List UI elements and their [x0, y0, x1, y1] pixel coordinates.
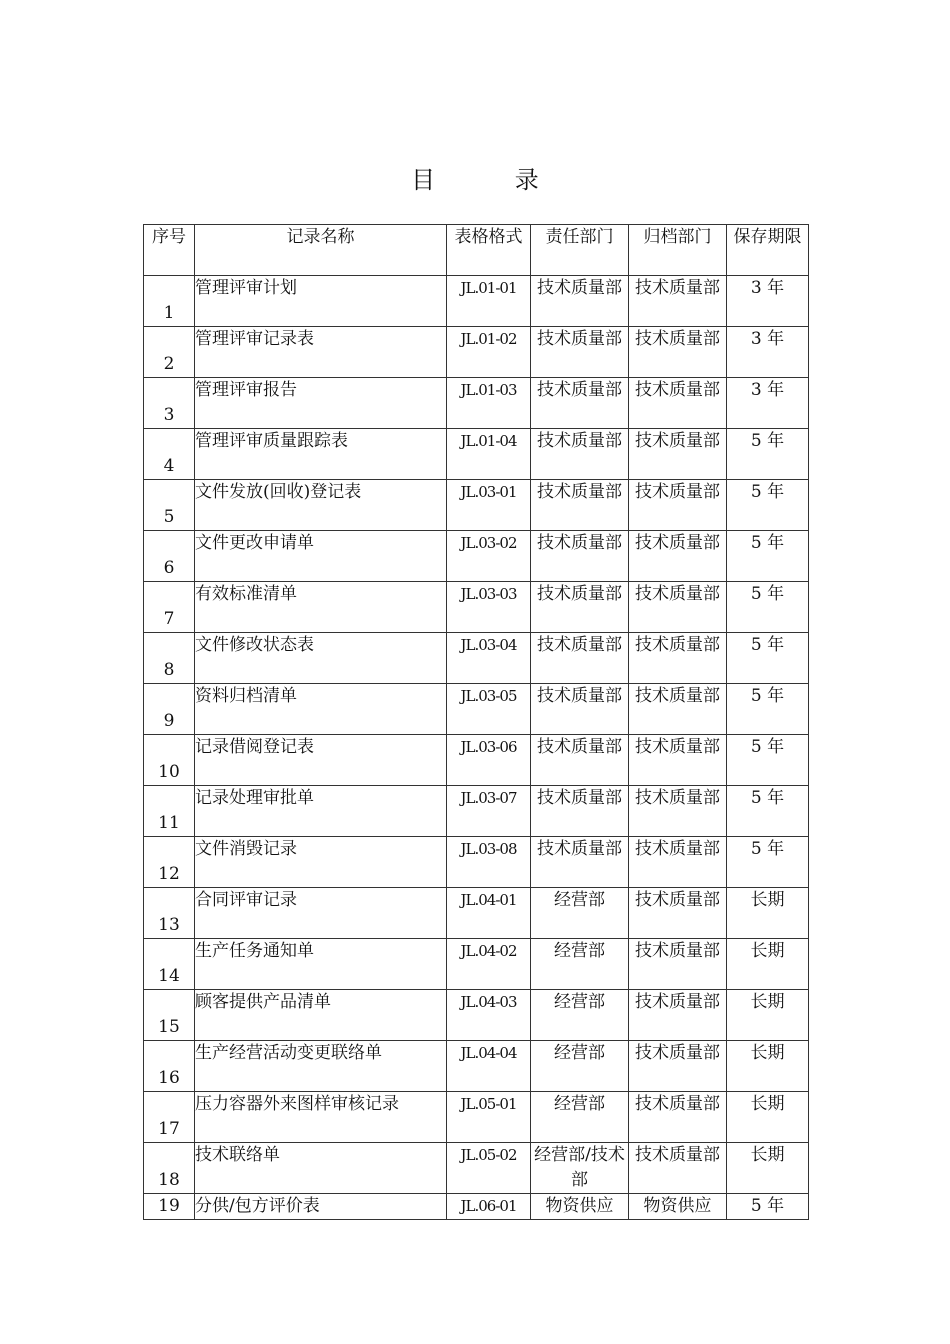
retention-period: 5 年	[727, 1194, 809, 1220]
header-keep: 保存期限	[727, 225, 809, 276]
form-code: JL.04-01	[447, 888, 531, 939]
row-number: 16	[144, 1041, 195, 1092]
responsible-dept: 技术质量部	[531, 633, 629, 684]
header-archive: 归档部门	[629, 225, 727, 276]
archive-dept: 技术质量部	[629, 429, 727, 480]
retention-period: 3 年	[727, 327, 809, 378]
archive-dept: 技术质量部	[629, 1143, 727, 1194]
responsible-dept: 技术质量部	[531, 327, 629, 378]
table-row	[144, 990, 809, 1041]
records-table	[143, 224, 809, 1220]
retention-period: 5 年	[727, 786, 809, 837]
row-number: 19	[144, 1194, 195, 1220]
form-code: JL.05-01	[447, 1092, 531, 1143]
record-name: 顾客提供产品清单	[195, 990, 447, 1041]
row-number: 14	[144, 939, 195, 990]
row-number: 15	[144, 990, 195, 1041]
archive-dept: 技术质量部	[629, 582, 727, 633]
table-row	[144, 1092, 809, 1143]
table-row	[144, 378, 809, 429]
form-code: JL.03-02	[447, 531, 531, 582]
row-number: 1	[144, 276, 195, 327]
record-name: 资料归档清单	[195, 684, 447, 735]
table-row	[144, 633, 809, 684]
form-code: JL.03-08	[447, 837, 531, 888]
row-number: 5	[144, 480, 195, 531]
form-code: JL.03-05	[447, 684, 531, 735]
table-row	[144, 837, 809, 888]
row-number: 13	[144, 888, 195, 939]
archive-dept: 技术质量部	[629, 939, 727, 990]
form-code: JL.04-03	[447, 990, 531, 1041]
retention-period: 长期	[727, 888, 809, 939]
form-code: JL.03-04	[447, 633, 531, 684]
record-name: 文件发放(回收)登记表	[195, 480, 447, 531]
record-name: 生产任务通知单	[195, 939, 447, 990]
form-code: JL.04-04	[447, 1041, 531, 1092]
retention-period: 长期	[727, 1143, 809, 1194]
responsible-dept: 技术质量部	[531, 480, 629, 531]
row-number: 7	[144, 582, 195, 633]
responsible-dept: 经营部	[531, 939, 629, 990]
row-number: 6	[144, 531, 195, 582]
row-number: 9	[144, 684, 195, 735]
responsible-dept: 技术质量部	[531, 531, 629, 582]
archive-dept: 技术质量部	[629, 276, 727, 327]
form-code: JL.03-07	[447, 786, 531, 837]
record-name: 管理评审记录表	[195, 327, 447, 378]
responsible-dept: 物资供应	[531, 1194, 629, 1220]
retention-period: 5 年	[727, 837, 809, 888]
responsible-dept: 技术质量部	[531, 735, 629, 786]
responsible-dept: 技术质量部	[531, 378, 629, 429]
responsible-dept: 经营部	[531, 1041, 629, 1092]
row-number: 12	[144, 837, 195, 888]
archive-dept: 技术质量部	[629, 888, 727, 939]
table-row	[144, 327, 809, 378]
table-row	[144, 735, 809, 786]
retention-period: 5 年	[727, 531, 809, 582]
archive-dept: 技术质量部	[629, 531, 727, 582]
record-name: 记录借阅登记表	[195, 735, 447, 786]
table-row	[144, 888, 809, 939]
retention-period: 5 年	[727, 429, 809, 480]
archive-dept: 技术质量部	[629, 1041, 727, 1092]
table-row	[144, 1041, 809, 1092]
responsible-dept: 经营部	[531, 990, 629, 1041]
record-name: 有效标准清单	[195, 582, 447, 633]
table-row	[144, 786, 809, 837]
archive-dept: 技术质量部	[629, 735, 727, 786]
record-name: 文件消毁记录	[195, 837, 447, 888]
header-no: 序号	[144, 225, 195, 276]
form-code: JL.06-01	[447, 1194, 531, 1220]
archive-dept: 技术质量部	[629, 684, 727, 735]
form-code: JL.03-01	[447, 480, 531, 531]
row-number: 18	[144, 1143, 195, 1194]
row-number: 4	[144, 429, 195, 480]
table-row	[144, 1194, 809, 1220]
header-form: 表格格式	[447, 225, 531, 276]
retention-period: 5 年	[727, 582, 809, 633]
form-code: JL.04-02	[447, 939, 531, 990]
archive-dept: 物资供应	[629, 1194, 727, 1220]
header-name: 记录名称	[195, 225, 447, 276]
retention-period: 长期	[727, 1041, 809, 1092]
table-row	[144, 531, 809, 582]
record-name: 文件修改状态表	[195, 633, 447, 684]
page-title: 目 录	[411, 166, 575, 194]
retention-period: 5 年	[727, 633, 809, 684]
responsible-dept: 经营部	[531, 1092, 629, 1143]
responsible-dept: 技术质量部	[531, 786, 629, 837]
form-code: JL.03-03	[447, 582, 531, 633]
archive-dept: 技术质量部	[629, 378, 727, 429]
retention-period: 5 年	[727, 684, 809, 735]
row-number: 8	[144, 633, 195, 684]
archive-dept: 技术质量部	[629, 480, 727, 531]
record-name: 技术联络单	[195, 1143, 447, 1194]
form-code: JL.01-02	[447, 327, 531, 378]
table-row	[144, 276, 809, 327]
archive-dept: 技术质量部	[629, 327, 727, 378]
archive-dept: 技术质量部	[629, 633, 727, 684]
form-code: JL.01-03	[447, 378, 531, 429]
record-name: 文件更改申请单	[195, 531, 447, 582]
row-number: 3	[144, 378, 195, 429]
retention-period: 5 年	[727, 735, 809, 786]
record-name: 管理评审计划	[195, 276, 447, 327]
header-row	[144, 225, 809, 276]
form-code: JL.03-06	[447, 735, 531, 786]
retention-period: 5 年	[727, 480, 809, 531]
archive-dept: 技术质量部	[629, 990, 727, 1041]
record-name: 管理评审质量跟踪表	[195, 429, 447, 480]
record-name: 分供/包方评价表	[195, 1194, 447, 1220]
record-name: 生产经营活动变更联络单	[195, 1041, 447, 1092]
responsible-dept: 技术质量部	[531, 429, 629, 480]
archive-dept: 技术质量部	[629, 1092, 727, 1143]
retention-period: 3 年	[727, 276, 809, 327]
form-code: JL.01-01	[447, 276, 531, 327]
responsible-dept: 技术质量部	[531, 276, 629, 327]
retention-period: 长期	[727, 939, 809, 990]
responsible-dept: 技术质量部	[531, 837, 629, 888]
table-row	[144, 582, 809, 633]
retention-period: 长期	[727, 1092, 809, 1143]
table-row	[144, 480, 809, 531]
row-number: 2	[144, 327, 195, 378]
table-row	[144, 939, 809, 990]
retention-period: 3 年	[727, 378, 809, 429]
archive-dept: 技术质量部	[629, 837, 727, 888]
responsible-dept: 技术质量部	[531, 582, 629, 633]
table-row	[144, 429, 809, 480]
retention-period: 长期	[727, 990, 809, 1041]
responsible-dept: 技术质量部	[531, 684, 629, 735]
table-row	[144, 684, 809, 735]
record-name: 记录处理审批单	[195, 786, 447, 837]
row-number: 10	[144, 735, 195, 786]
record-name: 管理评审报告	[195, 378, 447, 429]
table-row	[144, 1143, 809, 1194]
row-number: 17	[144, 1092, 195, 1143]
archive-dept: 技术质量部	[629, 786, 727, 837]
form-code: JL.05-02	[447, 1143, 531, 1194]
responsible-dept: 经营部	[531, 888, 629, 939]
row-number: 11	[144, 786, 195, 837]
header-dept: 责任部门	[531, 225, 629, 276]
form-code: JL.01-04	[447, 429, 531, 480]
record-name: 压力容器外来图样审核记录	[195, 1092, 447, 1143]
record-name: 合同评审记录	[195, 888, 447, 939]
responsible-dept: 经营部/技术部	[531, 1143, 629, 1194]
